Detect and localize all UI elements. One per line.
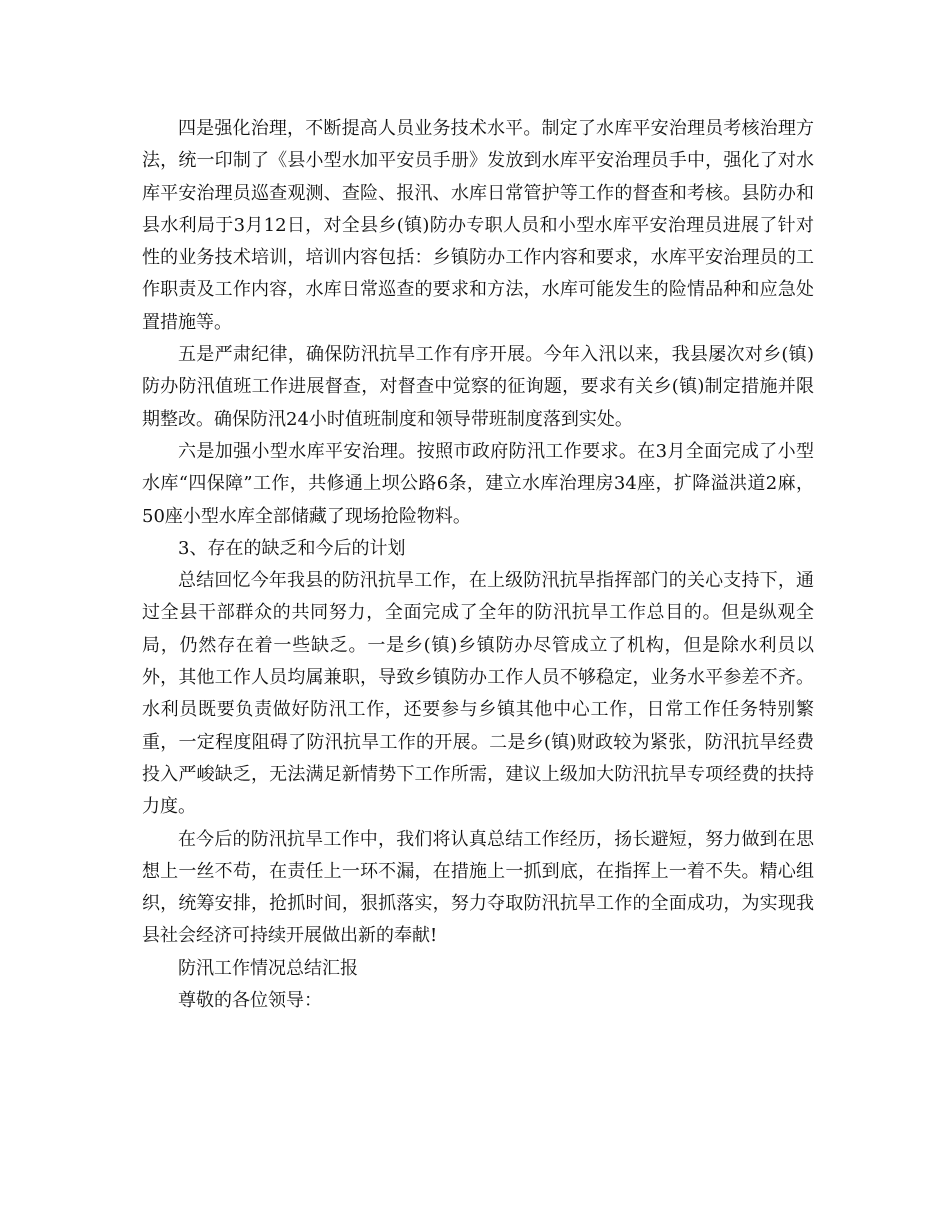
paragraph-strengthen-management: 四是强化治理，不断提高人员业务技术水平。制定了水库平安治理员考核治理方法，统一印制了《县小型水加平安员手册》发放到水库平安治理员手中，强化了对水库平安治理员巡查观测、查险、报汛、水库日常管护等工作的督查和考核。县防办和县水利局于3月12日，对全县乡(镇)防办专职人员和小型水库平安治理员进展了针对性的业务技术培训，培训内容包括：乡镇防办工作内容和要求，水库平安治理员的工作职责及工作内容，水库日常巡查的要求和方法，水库可能发生的险情品种和应急处置措施等。 (142, 118, 814, 333)
paragraph-strict-discipline: 五是严肃纪律，确保防汛抗旱工作有序开展。今年入汛以来，我县屡次对乡(镇)防办防汛值班工作进展督查，对督查中觉察的征询题，要求有关乡(镇)制定措施并限期整改。确保防汛24小时值班制度和领导带班制度落到实处。 (142, 344, 814, 430)
report-title: 防汛工作情况总结汇报 (178, 957, 358, 979)
paragraph-review-summary: 总结回忆今年我县的防汛抗旱工作，在上级防汛抗旱指挥部门的关心支持下，通过全县干部群众的共同努力，全面完成了全年的防汛抗旱工作总目的。但是纵观全局，仍然存在着一些缺乏。一是乡(镇)乡镇防办尽管成立了机构，但是除水利员以外，其他工作人员均属兼职，导致乡镇防办工作人员不够稳定，业务水平参差不齐。水利员既要负责做好防汛工作，还要参与乡镇其他中心工作，日常工作任务特别繁重，一定程度阻碍了防汛抗旱工作的开展。二是乡(镇)财政较为紧张，防汛抗旱经费投入严峻缺乏，无法满足新情势下工作所需，建议上级加大防汛抗旱专项经费的扶持力度。 (142, 570, 814, 818)
document-body (142, 113, 814, 1017)
section-heading-shortcomings-plans: 3、存在的缺乏和今后的计划 (178, 537, 406, 559)
paragraph-small-reservoir-safety: 六是加强小型水库平安治理。按照市政府防汛工作要求。在3月全面完成了小型水库“四保障”工作，共修通上坝公路6条，建立水库治理房34座，扩降溢洪道2麻，50座小型水库全部储藏了现场抢险物料。 (142, 440, 814, 527)
paragraph-future-work: 在今后的防汛抗旱工作中，我们将认真总结工作经历，扬长避短，努力做到在思想上一丝不苟，在责任上一环不漏，在措施上一抓到底，在指挥上一着不失。精心组织，统筹安排，抢抓时间，狠抓落实，努力夺取防汛抗旱工作的全面成功，为实现我县社会经济可持续开展做出新的奉献! (142, 828, 814, 947)
salutation: 尊敬的各位领导： (178, 990, 322, 1012)
